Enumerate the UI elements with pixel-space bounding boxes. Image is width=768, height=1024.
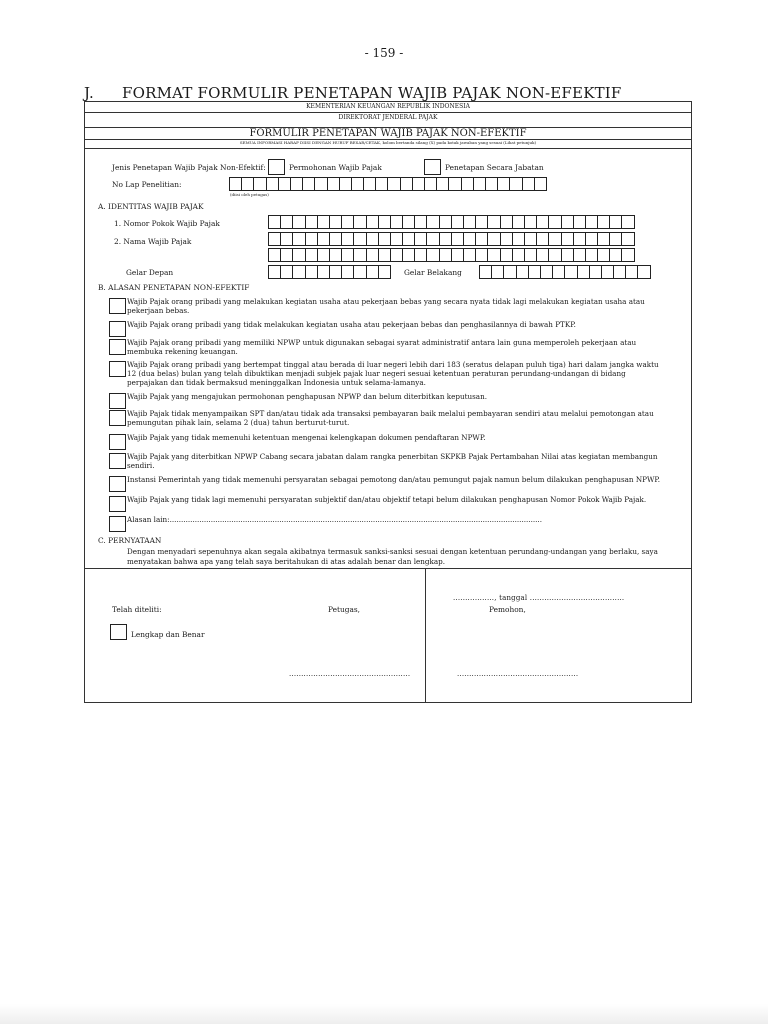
directorate-label: DIREKTORAT JENDERAL PAJAK	[338, 114, 438, 121]
reason-checkbox[interactable]	[109, 321, 126, 337]
page-number: - 159 -	[364, 46, 404, 60]
form-frame	[84, 101, 692, 703]
section-letter: J.	[84, 84, 95, 102]
gelar-belakang-cells[interactable]	[479, 265, 650, 279]
no-lap-cell[interactable]	[534, 177, 547, 191]
section-a-title: A. IDENTITAS WAJIB PAJAK	[98, 202, 204, 211]
nama-cell[interactable]	[621, 248, 634, 262]
reason-text: Wajib Pajak orang pribadi yang tidak melakukan kegiatan usaha atau pekerjaan bebas dan penghasilannya di bawah PTKP.	[127, 320, 576, 329]
reason-text: Wajib Pajak orang pribadi yang melakukan kegiatan usaha atau pekerjaan bebas yang secara nyata tidak lagi melakukan kegiatan usaha atau pekerjaan bebas.	[127, 297, 645, 315]
section-heading	[84, 84, 622, 102]
reason-text: Instansi Pemerintah yang tidak memenuhi persyaratan sebagai pemotong dan/atau pemungut pajak namun belum dilakukan penghapusan NPWP.	[127, 475, 661, 484]
form-title: FORMULIR PENETAPAN WAJIB PAJAK NON-EFEKTIF	[249, 128, 527, 139]
reason-checkbox[interactable]	[109, 339, 126, 355]
jenis-jabatan-checkbox[interactable]	[424, 159, 441, 175]
section-b-title: B. ALASAN PENETAPAN NON-EFEKTIF	[98, 283, 250, 292]
reason-checkbox[interactable]	[109, 496, 126, 512]
page-bottom-edge	[0, 1004, 768, 1024]
reason-text: Wajib Pajak yang diterbitkan NPWP Cabang secara jabatan dalam rangka penerbitan SKPKB Pajak Pertambahan Nilai atas kegiatan membangun sendiri.	[127, 452, 658, 470]
nama-cells-row2[interactable]	[268, 248, 634, 262]
form-instruction: SEMUA INFORMASI HARAP DIISI DENGAN HURUF BESAR/CETAK, kolom bertanda silang (X) pada kotak jawaban yang sesuai (Lihat petunjuk)	[239, 140, 537, 145]
gelar-belakang-label: Gelar Belakang	[404, 268, 462, 277]
nama-label: 2. Nama Wajib Pajak	[114, 237, 192, 246]
nama-cell[interactable]	[621, 232, 634, 246]
reason-checkbox[interactable]	[109, 298, 126, 314]
gelar-belakang-cell[interactable]	[637, 265, 650, 279]
footer-divider	[425, 568, 426, 702]
reason-checkbox[interactable]	[109, 453, 126, 469]
statement-text: Dengan menyadari sepenuhnya akan segala akibatnya termasuk sanksi-sanksi sesuai dengan ketentuan perundang-undangan yang berlaku, saya menyatakan bahwa apa yang telah saya beritahukan di atas adalah benar dan lengkap.	[127, 547, 658, 566]
npwp-cells[interactable]	[268, 215, 634, 229]
reason-checkbox[interactable]	[109, 410, 126, 426]
gelar-depan-cells[interactable]	[268, 265, 390, 279]
reason-text: Wajib Pajak yang tidak lagi memenuhi persyaratan subjektif dan/atau objektif tetapi belum dilakukan penghapusan Nomor Pokok Wajib Pajak.	[127, 495, 647, 504]
reason-text: Wajib Pajak orang pribadi yang bertempat tinggal atau berada di luar negeri lebih dari 183 (seratus delapan puluh tiga) hari dalam jangka waktu 12 (dua belas) bulan yang telah dibuktikan menjadi subjek pajak luar negeri sesuai ketentuan peraturan perundang-undangan di bidang perpajakan dan tidak bermaksud meninggalkan Indonesia untuk selama-lamanya.	[127, 360, 659, 387]
reason-checkbox[interactable]	[109, 393, 126, 409]
ministry-label: KEMENTERIAN KEUANGAN REPUBLIK INDONESIA	[306, 103, 470, 110]
gelar-depan-cell[interactable]	[378, 265, 391, 279]
section-title: FORMAT FORMULIR PENETAPAN WAJIB PAJAK NON-EFEKTIF	[122, 84, 622, 102]
section-c-title: C. PERNYATAAN	[98, 536, 162, 545]
gelar-depan-label: Gelar Depan	[126, 268, 174, 277]
no-lap-note: (diisi oleh petugas)	[230, 192, 269, 197]
jenis-permohonan-label: Permohonan Wajib Pajak	[289, 163, 382, 172]
npwp-label: 1. Nomor Pokok Wajib Pajak	[114, 219, 220, 228]
jenis-permohonan-checkbox[interactable]	[268, 159, 285, 175]
reason-text: Wajib Pajak tidak menyampaikan SPT dan/atau tidak ada transaksi pembayaran baik melalui pembayaran sendiri atau melalui pemotongan atau pemungutan pihak lain, selama 2 (dua) tahun berturut-turut.	[127, 409, 654, 427]
place-date: ................., tanggal .......................................	[453, 594, 625, 602]
reason-checkbox[interactable]	[109, 434, 126, 450]
telah-diteliti-label: Telah diteliti:	[112, 605, 162, 614]
reason-checkbox[interactable]	[109, 516, 126, 532]
lengkap-checkbox[interactable]	[110, 624, 127, 640]
petugas-signature-line: ..................................................	[289, 670, 411, 678]
reason-checkbox[interactable]	[109, 476, 126, 492]
reason-text: Wajib Pajak yang tidak memenuhi ketentuan mengenai kelengkapan dokumen pendaftaran NPWP.	[127, 433, 486, 442]
petugas-label: Petugas,	[328, 605, 361, 614]
reason-text: Alasan lain:...................................................................................................................................................................	[127, 515, 543, 524]
reason-text: Wajib Pajak orang pribadi yang memiliki NPWP untuk digunakan sebagai syarat administratif antara lain guna memperoleh pekerjaan atau membuka rekening keuangan.	[127, 338, 637, 356]
lengkap-label: Lengkap dan Benar	[131, 630, 205, 639]
reason-text: Wajib Pajak yang mengajukan permohonan penghapusan NPWP dan belum diterbitkan keputusan.	[127, 392, 487, 401]
npwp-cell[interactable]	[621, 215, 634, 229]
jenis-jabatan-label: Penetapan Secara Jabatan	[445, 163, 544, 172]
nama-cells-row1[interactable]	[268, 232, 634, 246]
jenis-label: Jenis Penetapan Wajib Pajak Non-Efektif:	[112, 163, 266, 172]
pemohon-signature-line: ..................................................	[457, 670, 579, 678]
no-lap-cells[interactable]	[229, 177, 546, 191]
reason-checkbox[interactable]	[109, 361, 126, 377]
pemohon-label: Pemohon,	[489, 605, 526, 614]
no-lap-label: No Lap Penelitian:	[112, 180, 182, 189]
